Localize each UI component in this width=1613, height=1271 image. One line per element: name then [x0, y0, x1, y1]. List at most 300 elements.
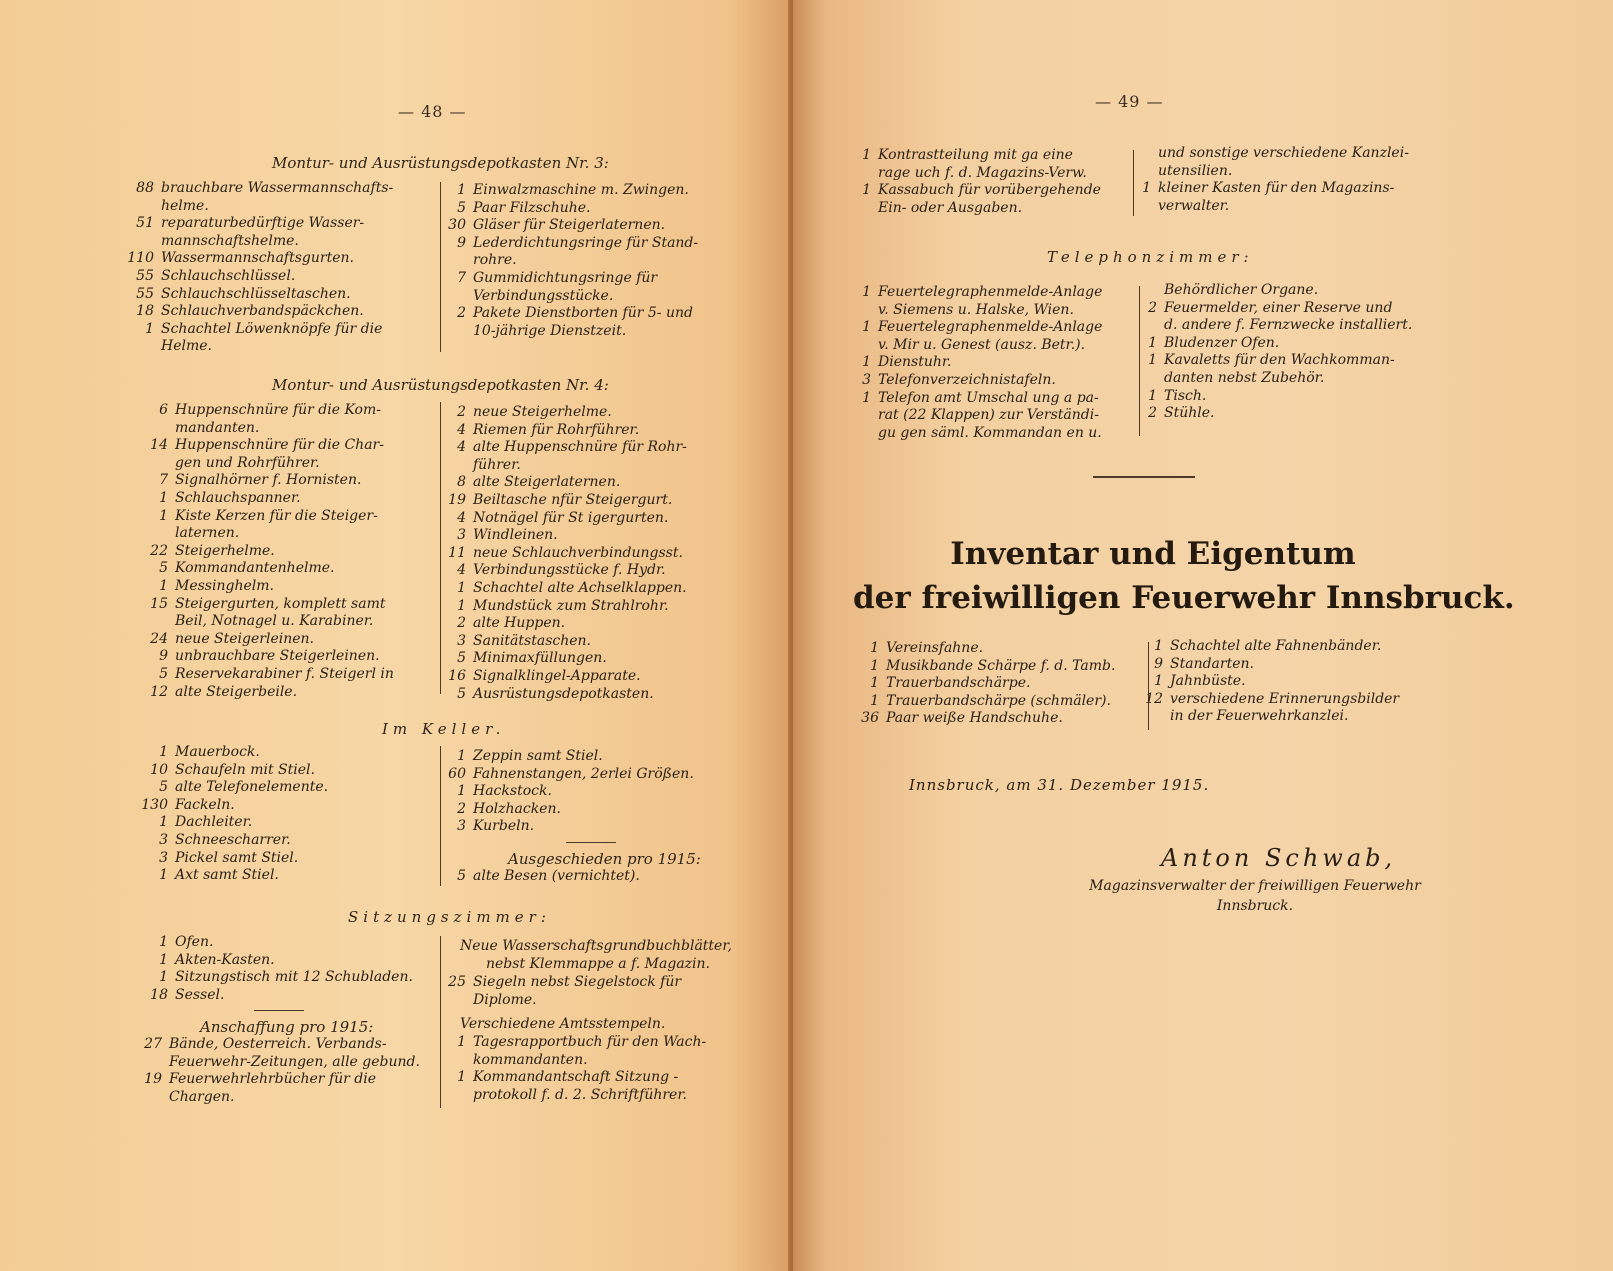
- page-number: — 49 —: [1095, 92, 1164, 111]
- section-title: Im Keller.: [382, 720, 506, 738]
- list-item: [430, 766, 750, 784]
- section-title: Montur- und Ausrüstungsdepotkasten Nr. 4:: [272, 376, 609, 394]
- item-text-continuation: gen und Rohrführer.: [175, 454, 320, 471]
- item-text-continuation: danten nebst Zubehör.: [1164, 369, 1325, 386]
- list-item: [132, 969, 432, 987]
- item-quantity: 12: [1145, 690, 1163, 707]
- list-item: [118, 215, 434, 250]
- list-item: [430, 1069, 750, 1104]
- list-item: [430, 783, 750, 801]
- item-quantity: 1: [1154, 638, 1163, 654]
- item-text: alte Telefonelemente.: [175, 779, 329, 796]
- item-quantity: 1: [870, 675, 879, 692]
- item-quantity: 3: [457, 632, 466, 649]
- item-text: Signalklingel-Apparate.: [473, 667, 641, 684]
- item-text: Schachtel alte Fahnenbänder.: [1170, 638, 1382, 654]
- list-item: [430, 305, 750, 340]
- list-item: [132, 402, 432, 437]
- item-text: kleiner Kasten für den Magazins-: [1158, 180, 1395, 197]
- list-item: [843, 640, 1143, 658]
- item-text: alte Steigerbeile.: [175, 683, 298, 700]
- list-item: [430, 562, 750, 580]
- item-text-continuation: rohre.: [473, 252, 517, 269]
- list-item: [835, 354, 1135, 372]
- list-item: [843, 675, 1143, 693]
- item-text-continuation: Verbindungsstücke.: [473, 287, 614, 304]
- list-item: [430, 818, 750, 836]
- item-quantity: 1: [1148, 352, 1157, 369]
- item-quantity: 2: [1148, 299, 1157, 316]
- item-text: Bände, Oesterreich. Verbands-: [169, 1036, 387, 1052]
- item-text: Schlauchspanner.: [175, 489, 301, 506]
- item-text: Schlauchschlüsseltaschen.: [161, 285, 351, 302]
- list-item: [1127, 638, 1447, 656]
- item-text: Windleinen.: [473, 527, 558, 544]
- item-list-left: [132, 402, 432, 701]
- item-list-right: [430, 182, 750, 340]
- item-quantity: 12: [150, 683, 168, 700]
- text-line: Neue Wasserschaftsgrundbuchblätter,: [460, 938, 732, 954]
- item-text: Schachtel alte Achselklappen.: [473, 579, 687, 596]
- item-quantity: 1: [870, 657, 879, 674]
- list-item: [430, 598, 750, 616]
- list-item: [430, 1034, 750, 1069]
- item-quantity: 2: [457, 615, 466, 632]
- list-item: [132, 779, 432, 797]
- item-text: Minimaxfüllungen.: [473, 650, 607, 667]
- item-quantity: 24: [150, 630, 168, 647]
- item-text: Schaufeln mit Stiel.: [175, 761, 315, 778]
- item-quantity: 3: [457, 818, 466, 835]
- item-text: Feuermelder, einer Reserve und: [1164, 299, 1393, 316]
- list-item: [132, 631, 432, 649]
- item-text: Axt samt Stiel.: [175, 867, 279, 884]
- item-text: Fahnenstangen, 2erlei Größen.: [473, 765, 694, 782]
- list-item: [118, 250, 434, 268]
- item-text: und sonstige verschiedene Kanzlei-: [1158, 145, 1409, 161]
- item-list-right: [430, 868, 750, 886]
- list-item: [132, 814, 432, 832]
- item-quantity: 1: [457, 579, 466, 596]
- item-quantity: 1: [159, 507, 168, 524]
- item-text: Ausrüstungsdepotkasten.: [473, 685, 654, 702]
- text-line: Verschiedene Amtsstempeln.: [460, 1016, 666, 1032]
- item-quantity: 5: [457, 199, 466, 216]
- list-item: [1121, 335, 1431, 353]
- item-text-continuation: mannschaftshelme.: [161, 232, 299, 249]
- item-text: unbrauchbare Steigerleinen.: [175, 648, 380, 665]
- list-item: [430, 868, 750, 886]
- item-text: Musikbande Schärpe f. d. Tamb.: [886, 657, 1116, 674]
- list-item: [430, 650, 750, 668]
- list-item: [126, 1036, 432, 1071]
- item-text: Kassabuch für vorübergehende: [878, 182, 1101, 199]
- item-list-left: [118, 180, 434, 356]
- signature-name: Anton Schwab,: [1161, 844, 1397, 872]
- item-text: Fackeln.: [175, 796, 235, 813]
- item-text: Verbindungsstücke f. Hydr.: [473, 562, 666, 579]
- list-item: [132, 596, 432, 631]
- list-item: [1127, 691, 1447, 726]
- item-quantity: 5: [159, 560, 168, 577]
- item-text: Kontrastteilung mit ga eine: [878, 147, 1073, 163]
- item-text: Feuertelegraphenmelde-Anlage: [878, 319, 1103, 336]
- item-quantity: 5: [159, 779, 168, 796]
- item-quantity: 1: [457, 597, 466, 614]
- list-item: [430, 801, 750, 819]
- item-quantity: 3: [159, 831, 168, 848]
- item-text-continuation: Helme.: [161, 338, 212, 355]
- list-item: [132, 666, 432, 684]
- list-item: [1115, 145, 1415, 180]
- item-text: neue Schlauchverbindungsst.: [473, 544, 683, 561]
- item-text: Messinghelm.: [175, 577, 274, 594]
- item-quantity: 1: [862, 319, 871, 336]
- item-quantity: 7: [457, 269, 466, 286]
- list-item: [430, 422, 750, 440]
- list-item: [132, 437, 432, 472]
- divider: [1093, 476, 1195, 478]
- item-quantity: 10: [150, 761, 168, 778]
- item-text: Mundstück zum Strahlrohr.: [473, 597, 669, 614]
- item-list-right: [430, 974, 750, 1009]
- list-item: [1115, 180, 1415, 215]
- item-text-continuation: v. Siemens u. Halske, Wien.: [878, 301, 1074, 318]
- main-heading: der freiwilligen Feuerwehr Innsbruck.: [853, 580, 1515, 616]
- item-quantity: 110: [127, 250, 154, 267]
- list-item: [132, 850, 432, 868]
- item-list-right: [430, 404, 750, 703]
- list-item: [132, 952, 432, 970]
- item-text: Kavaletts für den Wachkomman-: [1164, 352, 1395, 369]
- item-text: alte Steigerlaternen.: [473, 474, 621, 491]
- item-list-left: [835, 284, 1135, 442]
- item-quantity: 2: [457, 305, 466, 322]
- item-text: Behördlicher Organe.: [1164, 282, 1319, 298]
- item-text: Reservekarabiner f. Steigerl in: [175, 665, 394, 682]
- list-item: [430, 182, 750, 200]
- item-text: Trauerbandschärpe.: [886, 675, 1031, 692]
- list-item: [430, 633, 750, 651]
- item-text: Stühle.: [1164, 405, 1215, 422]
- item-list-right: [1127, 638, 1447, 726]
- list-item: [132, 578, 432, 596]
- list-item: [430, 200, 750, 218]
- item-quantity: 1: [159, 867, 168, 884]
- list-item: [430, 217, 750, 235]
- item-text-continuation: rage uch f. d. Magazins-Verw.: [878, 164, 1087, 181]
- list-item: [430, 510, 750, 528]
- item-text: Wassermannschaftsgurten.: [161, 250, 354, 267]
- item-quantity: 6: [159, 402, 168, 418]
- list-item: [843, 693, 1143, 711]
- item-text: Zeppin samt Stiel.: [473, 748, 603, 764]
- item-list-right: [1121, 282, 1431, 423]
- item-text: Tisch.: [1164, 387, 1207, 404]
- item-text: Gummidichtungsringe für: [473, 269, 658, 286]
- list-item: [430, 545, 750, 563]
- item-text: Kiste Kerzen für die Steiger-: [175, 507, 378, 524]
- item-text: Mauerbock.: [175, 744, 260, 760]
- item-text: alte Huppen.: [473, 615, 566, 632]
- list-item: [835, 390, 1135, 443]
- text-line: nebst Klemmappe a f. Magazin.: [486, 955, 710, 972]
- item-text: neue Steigerleinen.: [175, 630, 314, 647]
- list-item: [118, 180, 434, 215]
- item-quantity: 2: [1148, 405, 1157, 422]
- item-quantity: 5: [457, 868, 466, 884]
- item-text-continuation: Chargen.: [169, 1088, 235, 1105]
- list-item: [132, 934, 432, 952]
- item-quantity: 15: [150, 595, 168, 612]
- item-text: Trauerbandschärpe (schmäler).: [886, 692, 1111, 709]
- list-item: [132, 684, 432, 702]
- item-list-left: [835, 147, 1135, 217]
- list-item: [835, 284, 1135, 319]
- item-text: Riemen für Rohrführer.: [473, 421, 640, 438]
- item-quantity: 1: [870, 692, 879, 709]
- item-text: Signalhörner f. Hornisten.: [175, 472, 362, 489]
- list-item: [1121, 282, 1431, 300]
- list-item: [132, 762, 432, 780]
- item-text: alte Huppenschnüre für Rohr-: [473, 439, 687, 456]
- item-text-continuation: gu gen säml. Kommandan en u.: [878, 424, 1102, 441]
- list-item: [132, 832, 432, 850]
- item-text: Akten-Kasten.: [175, 951, 275, 968]
- item-text: Dienstuhr.: [878, 354, 952, 371]
- item-quantity: 4: [457, 562, 466, 579]
- list-item: [430, 527, 750, 545]
- item-text-continuation: utensilien.: [1158, 162, 1233, 179]
- item-text-continuation: d. andere f. Fernzwecke installiert.: [1164, 317, 1413, 334]
- list-item: [430, 615, 750, 633]
- list-item: [126, 1071, 432, 1106]
- item-quantity: 1: [145, 320, 154, 337]
- item-text: Sessel.: [175, 986, 225, 1003]
- item-text: Kommandantschaft Sitzung -: [473, 1069, 679, 1086]
- item-quantity: 1: [862, 389, 871, 406]
- item-text-continuation: führer.: [473, 456, 521, 473]
- item-text: Feuerwehrlehrbücher für die: [169, 1071, 377, 1088]
- section-title: Montur- und Ausrüstungsdepotkasten Nr. 3:: [272, 154, 609, 172]
- item-quantity: 1: [457, 1034, 466, 1050]
- item-quantity: 3: [457, 527, 466, 544]
- right-page: [793, 0, 1613, 1271]
- item-quantity: 1: [862, 147, 871, 163]
- list-item: [843, 710, 1143, 728]
- item-quantity: 9: [457, 234, 466, 251]
- subsection-title: Anschaffung pro 1915:: [200, 1018, 374, 1036]
- item-list-right: [460, 938, 760, 973]
- list-item: [430, 270, 750, 305]
- item-quantity: 18: [150, 986, 168, 1003]
- signature-role-line: Magazinsverwalter der freiwilligen Feuerwehr: [1089, 878, 1421, 894]
- item-text: Kurbeln.: [473, 818, 535, 835]
- list-item: [835, 372, 1135, 390]
- item-text: Siegeln nebst Siegelstock für: [473, 974, 682, 990]
- item-quantity: 1: [1148, 387, 1157, 404]
- item-list-left: [843, 640, 1143, 728]
- list-item: [430, 474, 750, 492]
- item-text: verschiedene Erinnerungsbilder: [1170, 690, 1400, 707]
- signature-role-line: Innsbruck.: [1216, 898, 1294, 914]
- list-item: [1121, 300, 1431, 335]
- item-quantity: 1: [159, 489, 168, 506]
- item-text: brauchbare Wassermannschafts-: [161, 180, 394, 196]
- item-text: Einwalzmaschine m. Zwingen.: [473, 182, 689, 198]
- list-item: [132, 648, 432, 666]
- item-text: Schlauchverbandspäckchen.: [161, 303, 364, 320]
- item-quantity: 22: [150, 542, 168, 559]
- item-text: Pickel samt Stiel.: [175, 849, 299, 866]
- list-item: [835, 147, 1135, 182]
- item-quantity: 4: [457, 509, 466, 526]
- item-text-continuation: mandanten.: [175, 419, 260, 436]
- item-text-continuation: Ein- oder Ausgaben.: [878, 199, 1023, 216]
- main-heading: Inventar und Eigentum: [950, 536, 1356, 572]
- item-text: Telefon amt Umschal ung a pa-: [878, 389, 1099, 406]
- item-text-continuation: 10-jährige Dienstzeit.: [473, 322, 627, 339]
- item-quantity: 130: [141, 796, 168, 813]
- item-text: Schachtel Löwenknöpfe für die: [161, 320, 383, 337]
- page-number: — 48 —: [398, 102, 467, 121]
- item-text: Huppenschnüre für die Char-: [175, 437, 384, 454]
- section-title: Sitzungszimmer:: [348, 908, 551, 926]
- list-item: [430, 668, 750, 686]
- list-item: [132, 543, 432, 561]
- item-quantity: 4: [457, 439, 466, 456]
- item-text-continuation: v. Mir u. Genest (ausz. Betr.).: [878, 336, 1086, 353]
- list-item: [430, 235, 750, 270]
- item-quantity: 1: [159, 969, 168, 986]
- list-item: [430, 492, 750, 510]
- item-quantity: 1: [1154, 673, 1163, 690]
- item-quantity: 27: [144, 1036, 162, 1052]
- signature-role: [1065, 876, 1445, 916]
- item-quantity: 1: [1142, 180, 1151, 197]
- item-text: Tagesrapportbuch für den Wach-: [473, 1034, 707, 1050]
- item-text: alte Besen (vernichtet).: [473, 868, 640, 884]
- item-quantity: 3: [862, 371, 871, 388]
- item-quantity: 1: [870, 640, 879, 656]
- item-quantity: 16: [448, 667, 466, 684]
- item-quantity: 1: [159, 577, 168, 594]
- item-quantity: 25: [448, 974, 466, 990]
- item-text: Huppenschnüre für die Kom-: [175, 402, 381, 418]
- date-line: Innsbruck, am 31. Dezember 1915.: [909, 776, 1210, 794]
- item-text: Sanitätstaschen.: [473, 632, 591, 649]
- item-text-continuation: Feuerwehr-Zeitungen, alle gebund.: [169, 1053, 420, 1070]
- item-quantity: 7: [159, 472, 168, 489]
- item-text: Notnägel für St igergurten.: [473, 509, 669, 526]
- item-list-left: [126, 1036, 432, 1106]
- item-quantity: 19: [144, 1071, 162, 1088]
- item-quantity: 1: [457, 748, 466, 764]
- item-text: Beiltasche nfür Steigergurt.: [473, 491, 673, 508]
- item-quantity: 36: [861, 710, 879, 727]
- item-text: Paar weiße Handschuhe.: [886, 710, 1063, 727]
- item-text-continuation: Beil, Notnagel u. Karabiner.: [175, 613, 374, 630]
- item-text: neue Steigerhelme.: [473, 404, 612, 420]
- list-item: [430, 404, 750, 422]
- item-text: Schneescharrer.: [175, 831, 291, 848]
- item-text: Telefonverzeichnistafeln.: [878, 371, 1056, 388]
- item-list-right: [460, 1016, 760, 1034]
- item-list-right: [1115, 145, 1415, 215]
- list-item: [132, 867, 432, 885]
- item-text-continuation: protokoll f. d. 2. Schriftführer.: [473, 1086, 687, 1103]
- item-text-continuation: in der Feuerwehrkanzlei.: [1170, 708, 1349, 725]
- item-text-continuation: helme.: [161, 197, 209, 214]
- list-item: [132, 490, 432, 508]
- item-quantity: 1: [862, 182, 871, 199]
- item-text-continuation: Diplome.: [473, 991, 537, 1008]
- item-quantity: 60: [448, 765, 466, 782]
- item-quantity: 1: [862, 354, 871, 371]
- item-text-continuation: kommandanten.: [473, 1051, 588, 1068]
- list-item: [1127, 656, 1447, 674]
- list-item: [118, 268, 434, 286]
- item-quantity: 1: [457, 783, 466, 800]
- item-text: Steigerhelme.: [175, 542, 275, 559]
- item-list-left: [132, 744, 432, 885]
- item-text: Holzhacken.: [473, 800, 561, 817]
- item-text: Kommandantenhelme.: [175, 560, 335, 577]
- list-item: [1127, 673, 1447, 691]
- list-item: [132, 472, 432, 490]
- item-text: Pakete Dienstborten für 5- und: [473, 305, 693, 322]
- item-quantity: 1: [457, 1069, 466, 1086]
- item-text: reparaturbedürftige Wasser-: [161, 215, 365, 232]
- list-item: [430, 580, 750, 598]
- item-quantity: 30: [448, 217, 466, 234]
- item-quantity: 1: [159, 744, 168, 760]
- item-text: Bludenzer Ofen.: [1164, 334, 1280, 351]
- list-item: [1121, 388, 1431, 406]
- list-item: [132, 987, 432, 1005]
- item-text: Ofen.: [175, 934, 214, 950]
- item-text: Feuertelegraphenmelde-Anlage: [878, 284, 1103, 300]
- item-quantity: 3: [159, 849, 168, 866]
- list-item: [132, 744, 432, 762]
- item-text: Standarten.: [1170, 655, 1254, 672]
- item-quantity: 51: [136, 215, 154, 232]
- list-item: [843, 658, 1143, 676]
- left-page: [0, 0, 793, 1271]
- item-quantity: 1: [159, 814, 168, 831]
- item-quantity: 1: [159, 934, 168, 950]
- list-item: [430, 748, 750, 766]
- item-text: Dachleiter.: [175, 814, 253, 831]
- section-title: Telephonzimmer:: [1047, 248, 1254, 266]
- item-quantity: 5: [159, 665, 168, 682]
- item-text: Gläser für Steigerlaternen.: [473, 217, 666, 234]
- item-text-continuation: verwalter.: [1158, 197, 1230, 214]
- list-item: [835, 319, 1135, 354]
- list-item: [132, 560, 432, 578]
- item-text: Vereinsfahne.: [886, 640, 984, 656]
- divider: [254, 1010, 304, 1011]
- item-quantity: 1: [1148, 334, 1157, 351]
- item-quantity: 2: [457, 404, 466, 420]
- item-quantity: [1115, 145, 1151, 163]
- list-item: [132, 508, 432, 543]
- item-text-continuation: laternen.: [175, 525, 240, 542]
- item-quantity: 4: [457, 421, 466, 438]
- list-item: [118, 321, 434, 356]
- list-item: [430, 974, 750, 1009]
- item-text: Hackstock.: [473, 783, 552, 800]
